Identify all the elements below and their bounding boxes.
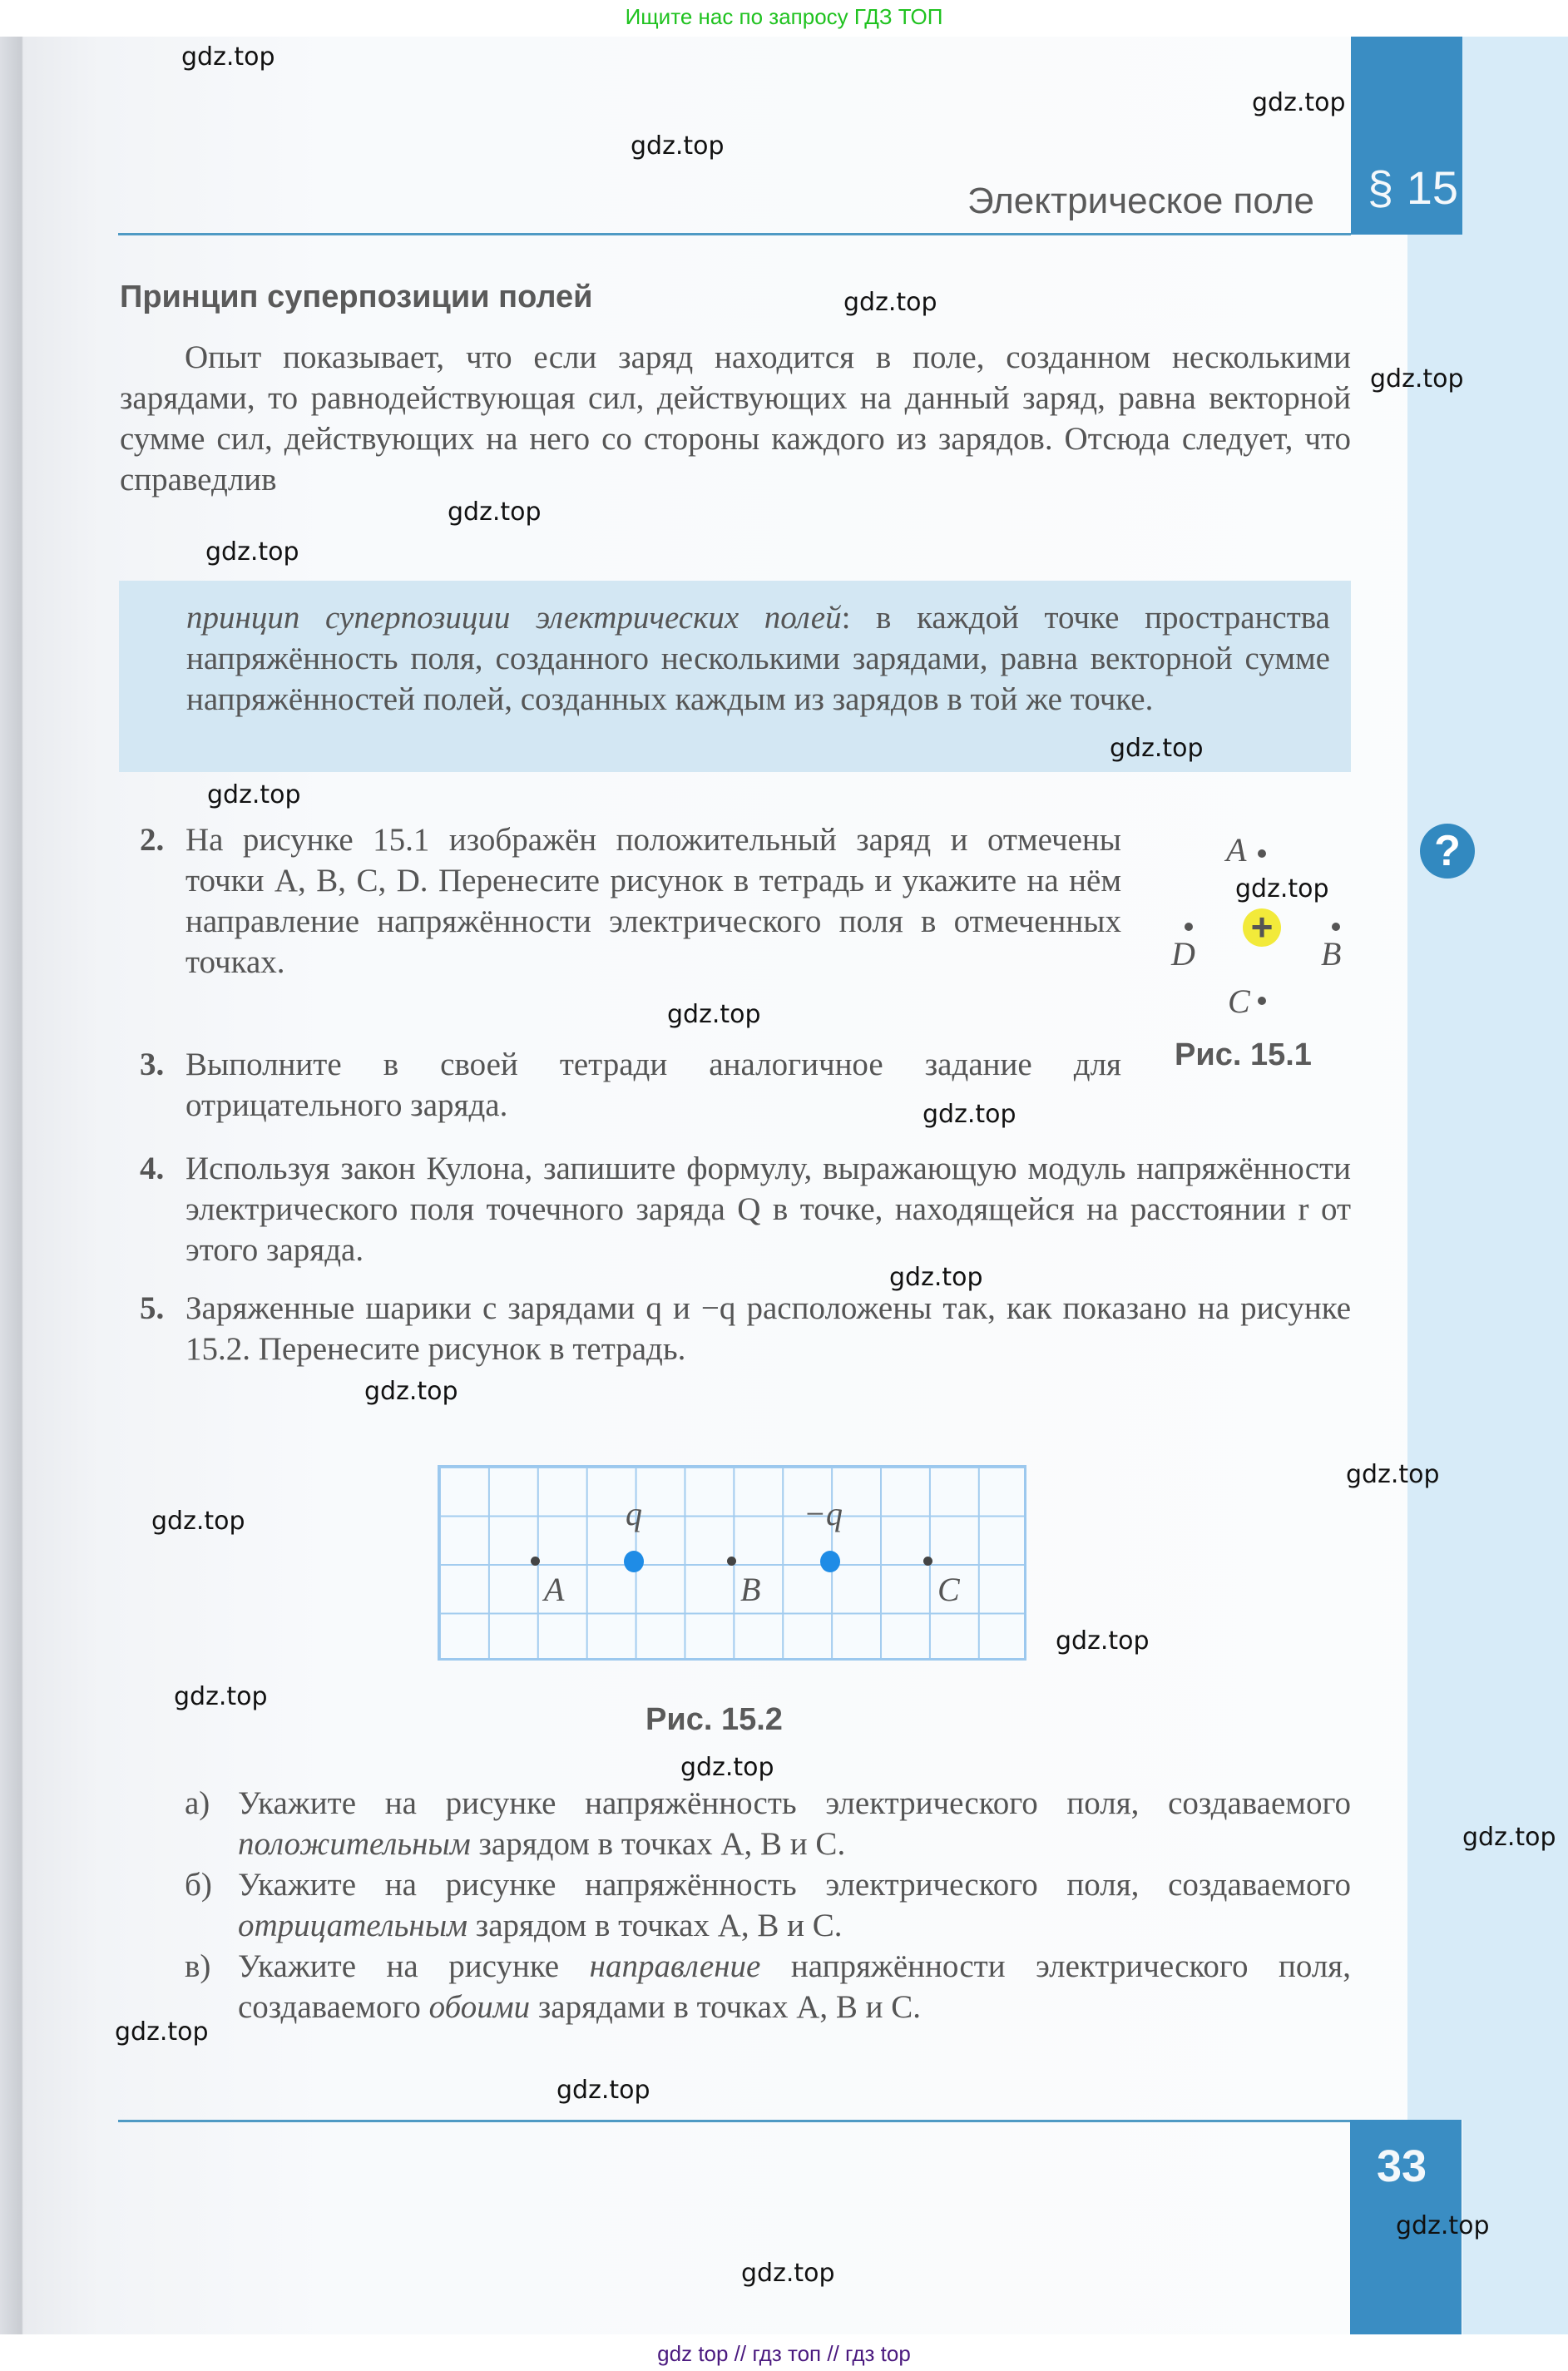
definition-body: : в каждой точке пространства напряжённость поля, созданного несколькими зарядами, равна векторной сумме напряжённостей полей, созданных каждым из зарядов в той же точке. <box>186 600 1330 717</box>
subtask-item <box>185 1783 1351 1864</box>
task-number: 3. <box>140 1047 165 1082</box>
watermark: gdz.top <box>181 42 275 72</box>
task-text: На рисунке 15.1 изображён положительный заряд и отмечены точки A, B, C, D. Перенесите рисунок в тетрадь и укажите на нём направление напряжённости электрического поля в отмеченных точках. <box>185 822 1121 980</box>
grid-label-b: B <box>740 1571 761 1608</box>
grid-label-c: C <box>937 1571 960 1608</box>
top-banner: Ищите нас по запросу ГДЗ ТОП <box>625 4 943 29</box>
point-label-c: C <box>1228 983 1250 1020</box>
section-heading: Принцип суперпозиции полей <box>120 280 593 314</box>
task-item <box>140 1288 1351 1369</box>
watermark: gdz.top <box>1110 734 1204 763</box>
watermark: gdz.top <box>1252 88 1346 117</box>
watermark: gdz.top <box>1462 1823 1556 1852</box>
figure-caption: Рис. 15.2 <box>646 1702 783 1737</box>
side-strip <box>1462 37 1568 235</box>
figure-caption: Рис. 15.1 <box>1175 1037 1312 1072</box>
watermark: gdz.top <box>115 2017 209 2047</box>
watermark: gdz.top <box>741 2259 835 2288</box>
subtask-item <box>185 1946 1351 2027</box>
charge-q <box>624 1551 644 1572</box>
watermark: gdz.top <box>151 1507 245 1536</box>
chapter-title: Электрическое поле <box>967 181 1314 221</box>
subtask-text: Укажите на рисунке напряжённость электрического поля, создаваемого положительным зарядом в точках A, B и C. <box>238 1785 1351 1862</box>
header-divider <box>118 233 1351 235</box>
subtask-text: Укажите на рисунке направление напряжённости электрического поля, создаваемого обоими зарядами в точках A, B и C. <box>238 1948 1351 2025</box>
watermark: gdz.top <box>1370 364 1464 394</box>
subtask-letter: в) <box>185 1948 211 1984</box>
question-mark: ? <box>1434 827 1461 875</box>
watermark: gdz.top <box>174 1682 268 1711</box>
task-text: Используя закон Кулона, запишите формулу, выражающую модуль напряжённости электрического поля точечного заряда Q в точке, находящейся на расстоянии r от этого заряда. <box>185 1151 1351 1268</box>
question-icon <box>1420 824 1475 879</box>
task-number: 5. <box>140 1290 165 1326</box>
watermark: gdz.top <box>680 1753 774 1782</box>
watermark: gdz.top <box>667 1000 761 1029</box>
point-label-b: B <box>1321 935 1342 973</box>
footer-divider <box>118 2120 1351 2122</box>
grid-point-c <box>923 1557 932 1566</box>
subtask-letter: а) <box>185 1785 210 1821</box>
charge-label-minus-q: −q <box>804 1495 843 1532</box>
definition-term: принцип суперпозиции электрических полей <box>186 600 842 636</box>
point-d <box>1185 923 1193 931</box>
watermark: gdz.top <box>843 288 937 317</box>
task-text: Заряженные шарики с зарядами q и −q расположены так, как показано на рисунке 15.2. Перенесите рисунок в тетрадь. <box>185 1290 1351 1367</box>
point-label-d: D <box>1171 935 1195 973</box>
charge-minus-q <box>820 1551 840 1572</box>
task-number: 4. <box>140 1151 165 1186</box>
intro-text: Опыт показывает, что если заряд находится в поле, созданном несколькими зарядами, то равнодействующая сил, действующих на данный заряд, равна векторной сумме сил, действующих на него со стороны каждого из зарядов. Отсюда следует, что справедлив <box>120 339 1351 497</box>
charge-label-q: q <box>626 1495 642 1532</box>
watermark: gdz.top <box>207 780 301 809</box>
watermark: gdz.top <box>922 1100 1016 1129</box>
point-a <box>1258 849 1266 858</box>
section-number: § 15 <box>1368 161 1458 214</box>
watermark: gdz.top <box>889 1263 983 1292</box>
watermark: gdz.top <box>364 1377 458 1406</box>
watermark: gdz.top <box>631 131 725 161</box>
point-c <box>1258 997 1266 1005</box>
watermark: gdz.top <box>1346 1460 1440 1489</box>
watermark: gdz.top <box>556 2076 650 2105</box>
section-tab <box>1351 37 1462 235</box>
watermark: gdz.top <box>1056 1626 1150 1656</box>
watermark: gdz.top <box>1235 874 1329 903</box>
positive-charge <box>1243 905 1281 948</box>
page-number: 33 <box>1377 2141 1427 2191</box>
watermark: gdz.top <box>1396 2211 1490 2240</box>
subtask-item <box>185 1864 1351 1946</box>
grid-point-b <box>727 1557 736 1566</box>
task-item <box>140 819 1121 983</box>
grid-label-a: A <box>544 1571 565 1608</box>
plus-icon: + <box>1250 905 1274 948</box>
definition-text <box>186 597 1330 720</box>
intro-paragraph <box>120 337 1351 500</box>
watermark: gdz.top <box>205 537 299 567</box>
task-text: Выполните в своей тетради аналогичное задание для отрицательного заряда. <box>185 1047 1121 1123</box>
task-number: 2. <box>140 822 165 858</box>
watermark: gdz.top <box>448 497 542 527</box>
point-b <box>1332 923 1340 931</box>
point-label-a: A <box>1226 831 1247 869</box>
subtask-letter: б) <box>185 1867 212 1903</box>
grid-point-a <box>531 1557 540 1566</box>
subtask-text: Укажите на рисунке напряжённость электрического поля, создаваемого отрицательным зарядом в точках A, B и C. <box>238 1867 1351 1943</box>
footer-banner: gdz top // гдз топ // гдз top <box>0 2336 1568 2371</box>
task-item <box>140 1148 1351 1270</box>
